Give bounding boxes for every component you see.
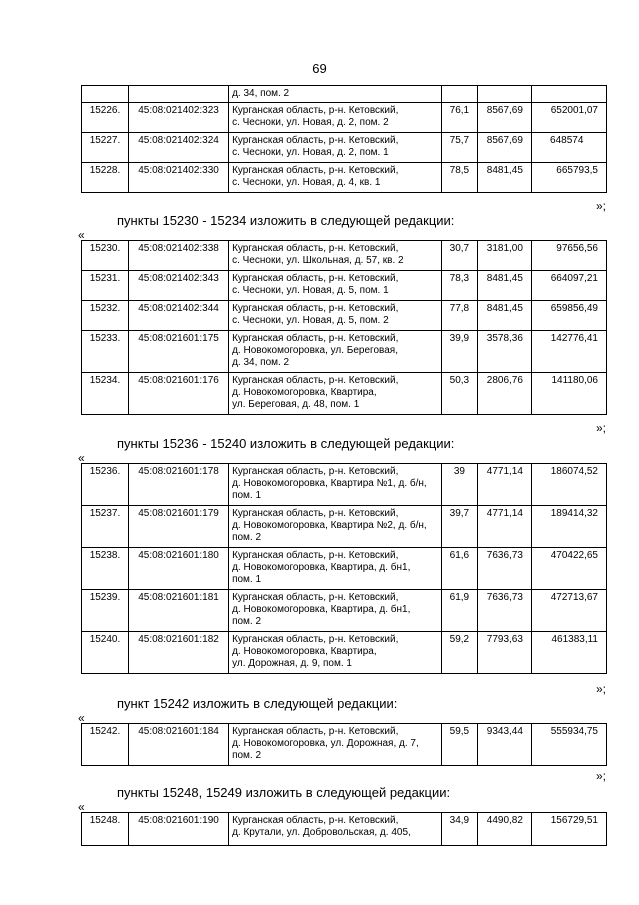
cell-specific-value: 8567,69 xyxy=(478,133,532,163)
table-row xyxy=(82,464,607,506)
table-row xyxy=(82,506,607,548)
cell-specific-value xyxy=(478,86,532,103)
registry-table-15248 xyxy=(81,812,607,846)
cell-row-number: 15233. xyxy=(82,331,129,373)
cell-address: Курганская область, р-н. Кетовский, д. Крутали, ул. Добровольская, д. 405, xyxy=(229,813,441,846)
cell-cadastral-number: 45:08:021601:181 xyxy=(128,590,228,632)
table-row xyxy=(82,133,607,163)
cell-specific-value: 9343,44 xyxy=(478,724,532,766)
cell-address: Курганская область, р-н. Кетовский, д. Новокомогоровка, ул. Дорожная, д. 7, пом. 2 xyxy=(229,724,441,766)
cell-cadastral-number: 45:08:021601:180 xyxy=(128,548,228,590)
cell-area: 77,8 xyxy=(441,301,478,331)
cell-cadastral-value: 555934,75 xyxy=(532,724,607,766)
cell-area: 39 xyxy=(441,464,478,506)
cell-area xyxy=(441,86,478,103)
cell-cadastral-value xyxy=(532,86,607,103)
cell-area: 59,2 xyxy=(441,632,478,674)
cell-specific-value: 8567,69 xyxy=(478,103,532,133)
closing-quote: »; xyxy=(596,769,607,783)
registry-table-15230-15234 xyxy=(81,240,607,415)
cell-cadastral-value: 142776,41 xyxy=(532,331,607,373)
cell-cadastral-number: 45:08:021601:190 xyxy=(128,813,228,846)
cell-cadastral-value: 470422,65 xyxy=(532,548,607,590)
table-row xyxy=(82,724,607,766)
cell-cadastral-value: 472713,67 xyxy=(532,590,607,632)
cell-cadastral-value: 648574 xyxy=(532,133,607,163)
cell-area: 39,9 xyxy=(441,331,478,373)
table-row xyxy=(82,86,607,103)
cell-address: Курганская область, р-н. Кетовский, д. Новокомогоровка, Квартира, д. бн1, пом. 2 xyxy=(229,590,441,632)
cell-cadastral-number: 45:08:021402:343 xyxy=(128,271,228,301)
cell-address: Курганская область, р-н. Кетовский, д. Новокомогоровка, ул. Береговая, д. 34, пом. 2 xyxy=(229,331,441,373)
cell-row-number: 15239. xyxy=(82,590,129,632)
cell-address: Курганская область, р-н. Кетовский, д. Новокомогоровка, Квартира, ул. Береговая, д. 48, пом. 1 xyxy=(229,373,441,415)
cell-area: 50,3 xyxy=(441,373,478,415)
cell-specific-value: 4771,14 xyxy=(478,506,532,548)
cell-address: Курганская область, р-н. Кетовский, с. Чесноки, ул. Новая, д. 2, пом. 1 xyxy=(229,133,441,163)
opening-quote: « xyxy=(78,228,85,242)
registry-table-15236-15240 xyxy=(81,463,607,674)
cell-row-number: 15248. xyxy=(82,813,129,846)
registry-table-15242 xyxy=(81,723,607,766)
cell-row-number: 15231. xyxy=(82,271,129,301)
cell-specific-value: 7636,73 xyxy=(478,590,532,632)
paragraph-amend-15248-15249: пункты 15248, 15249 изложить в следующей редакции: xyxy=(117,785,451,800)
paragraph-amend-15236-15240: пункты 15236 - 15240 изложить в следующей редакции: xyxy=(117,436,455,451)
cell-address: Курганская область, р-н. Кетовский, д. Новокомогоровка, Квартира, д. бн1, пом. 1 xyxy=(229,548,441,590)
paragraph-amend-15230-15234: пункты 15230 - 15234 изложить в следующей редакции: xyxy=(117,213,455,228)
table-row xyxy=(82,103,607,133)
cell-specific-value: 8481,45 xyxy=(478,271,532,301)
cell-cadastral-number: 45:08:021402:330 xyxy=(128,163,228,193)
cell-cadastral-value: 461383,11 xyxy=(532,632,607,674)
table-row xyxy=(82,163,607,193)
cell-specific-value: 4490,82 xyxy=(478,813,532,846)
cell-area: 75,7 xyxy=(441,133,478,163)
cell-cadastral-value: 186074,52 xyxy=(532,464,607,506)
cell-cadastral-value: 141180,06 xyxy=(532,373,607,415)
cell-row-number: 15238. xyxy=(82,548,129,590)
cell-cadastral-number: 45:08:021601:175 xyxy=(128,331,228,373)
cell-cadastral-value: 665793,5 xyxy=(532,163,607,193)
cell-specific-value: 8481,45 xyxy=(478,301,532,331)
table-row xyxy=(82,301,607,331)
opening-quote: « xyxy=(78,800,85,814)
cell-row-number: 15226. xyxy=(82,103,129,133)
cell-row-number: 15228. xyxy=(82,163,129,193)
cell-cadastral-value: 659856,49 xyxy=(532,301,607,331)
table-row xyxy=(82,632,607,674)
cell-row-number: 15227. xyxy=(82,133,129,163)
cell-cadastral-value: 156729,51 xyxy=(532,813,607,846)
cell-cadastral-number: 45:08:021601:182 xyxy=(128,632,228,674)
table-row xyxy=(82,241,607,271)
table-row xyxy=(82,331,607,373)
cell-row-number: 15234. xyxy=(82,373,129,415)
cell-row-number: 15242. xyxy=(82,724,129,766)
cell-area: 59,5 xyxy=(441,724,478,766)
cell-area: 78,5 xyxy=(441,163,478,193)
cell-address: Курганская область, р-н. Кетовский, с. Чесноки, ул. Новая, д. 2, пом. 2 xyxy=(229,103,441,133)
cell-cadastral-number: 45:08:021601:179 xyxy=(128,506,228,548)
cell-specific-value: 2806,76 xyxy=(478,373,532,415)
cell-address: Курганская область, р-н. Кетовский, с. Чесноки, ул. Школьная, д. 57, кв. 2 xyxy=(229,241,441,271)
closing-quote: »; xyxy=(596,421,607,435)
cell-area: 39,7 xyxy=(441,506,478,548)
paragraph-amend-15242: пункт 15242 изложить в следующей редакции: xyxy=(117,696,398,711)
cell-cadastral-value: 664097,21 xyxy=(532,271,607,301)
cell-area: 61,6 xyxy=(441,548,478,590)
cell-specific-value: 3578,36 xyxy=(478,331,532,373)
cell-cadastral-number: 45:08:021402:344 xyxy=(128,301,228,331)
table-row xyxy=(82,271,607,301)
table-row xyxy=(82,373,607,415)
cell-area: 76,1 xyxy=(441,103,478,133)
cell-row-number xyxy=(82,86,129,103)
cell-specific-value: 7793,63 xyxy=(478,632,532,674)
closing-quote: »; xyxy=(596,199,607,213)
cell-address: Курганская область, р-н. Кетовский, с. Чесноки, ул. Новая, д. 4, кв. 1 xyxy=(229,163,441,193)
cell-cadastral-number xyxy=(128,86,228,103)
cell-row-number: 15232. xyxy=(82,301,129,331)
cell-address: Курганская область, р-н. Кетовский, с. Чесноки, ул. Новая, д. 5, пом. 2 xyxy=(229,301,441,331)
cell-cadastral-value: 189414,32 xyxy=(532,506,607,548)
cell-address: Курганская область, р-н. Кетовский, с. Чесноки, ул. Новая, д. 5, пом. 1 xyxy=(229,271,441,301)
cell-specific-value: 4771,14 xyxy=(478,464,532,506)
cell-specific-value: 7636,73 xyxy=(478,548,532,590)
cell-specific-value: 3181,00 xyxy=(478,241,532,271)
cell-area: 34,9 xyxy=(441,813,478,846)
cell-address: Курганская область, р-н. Кетовский, д. Новокомогоровка, Квартира №2, д. б/н, пом. 2 xyxy=(229,506,441,548)
cell-area: 30,7 xyxy=(441,241,478,271)
cell-cadastral-number: 45:08:021601:184 xyxy=(128,724,228,766)
cell-address: Курганская область, р-н. Кетовский, д. Новокомогоровка, Квартира, ул. Дорожная, д. 9, пом. 1 xyxy=(229,632,441,674)
page-number: 69 xyxy=(312,61,327,76)
cell-cadastral-number: 45:08:021601:176 xyxy=(128,373,228,415)
cell-cadastral-number: 45:08:021601:178 xyxy=(128,464,228,506)
cell-area: 61,9 xyxy=(441,590,478,632)
cell-specific-value: 8481,45 xyxy=(478,163,532,193)
table-row xyxy=(82,548,607,590)
opening-quote: « xyxy=(78,451,85,465)
cell-row-number: 15240. xyxy=(82,632,129,674)
cell-cadastral-number: 45:08:021402:338 xyxy=(128,241,228,271)
cell-row-number: 15236. xyxy=(82,464,129,506)
cell-cadastral-number: 45:08:021402:323 xyxy=(128,103,228,133)
registry-table-continued xyxy=(81,85,607,193)
table-row xyxy=(82,813,607,846)
cell-area: 78,3 xyxy=(441,271,478,301)
cell-row-number: 15230. xyxy=(82,241,129,271)
cell-address: Курганская область, р-н. Кетовский, д. Новокомогоровка, Квартира №1, д. б/н, пом. 1 xyxy=(229,464,441,506)
cell-row-number: 15237. xyxy=(82,506,129,548)
table-row xyxy=(82,590,607,632)
cell-address: д. 34, пом. 2 xyxy=(229,86,441,103)
cell-cadastral-number: 45:08:021402:324 xyxy=(128,133,228,163)
opening-quote: « xyxy=(78,711,85,725)
cell-cadastral-value: 97656,56 xyxy=(532,241,607,271)
closing-quote: »; xyxy=(596,682,607,696)
cell-cadastral-value: 652001,07 xyxy=(532,103,607,133)
